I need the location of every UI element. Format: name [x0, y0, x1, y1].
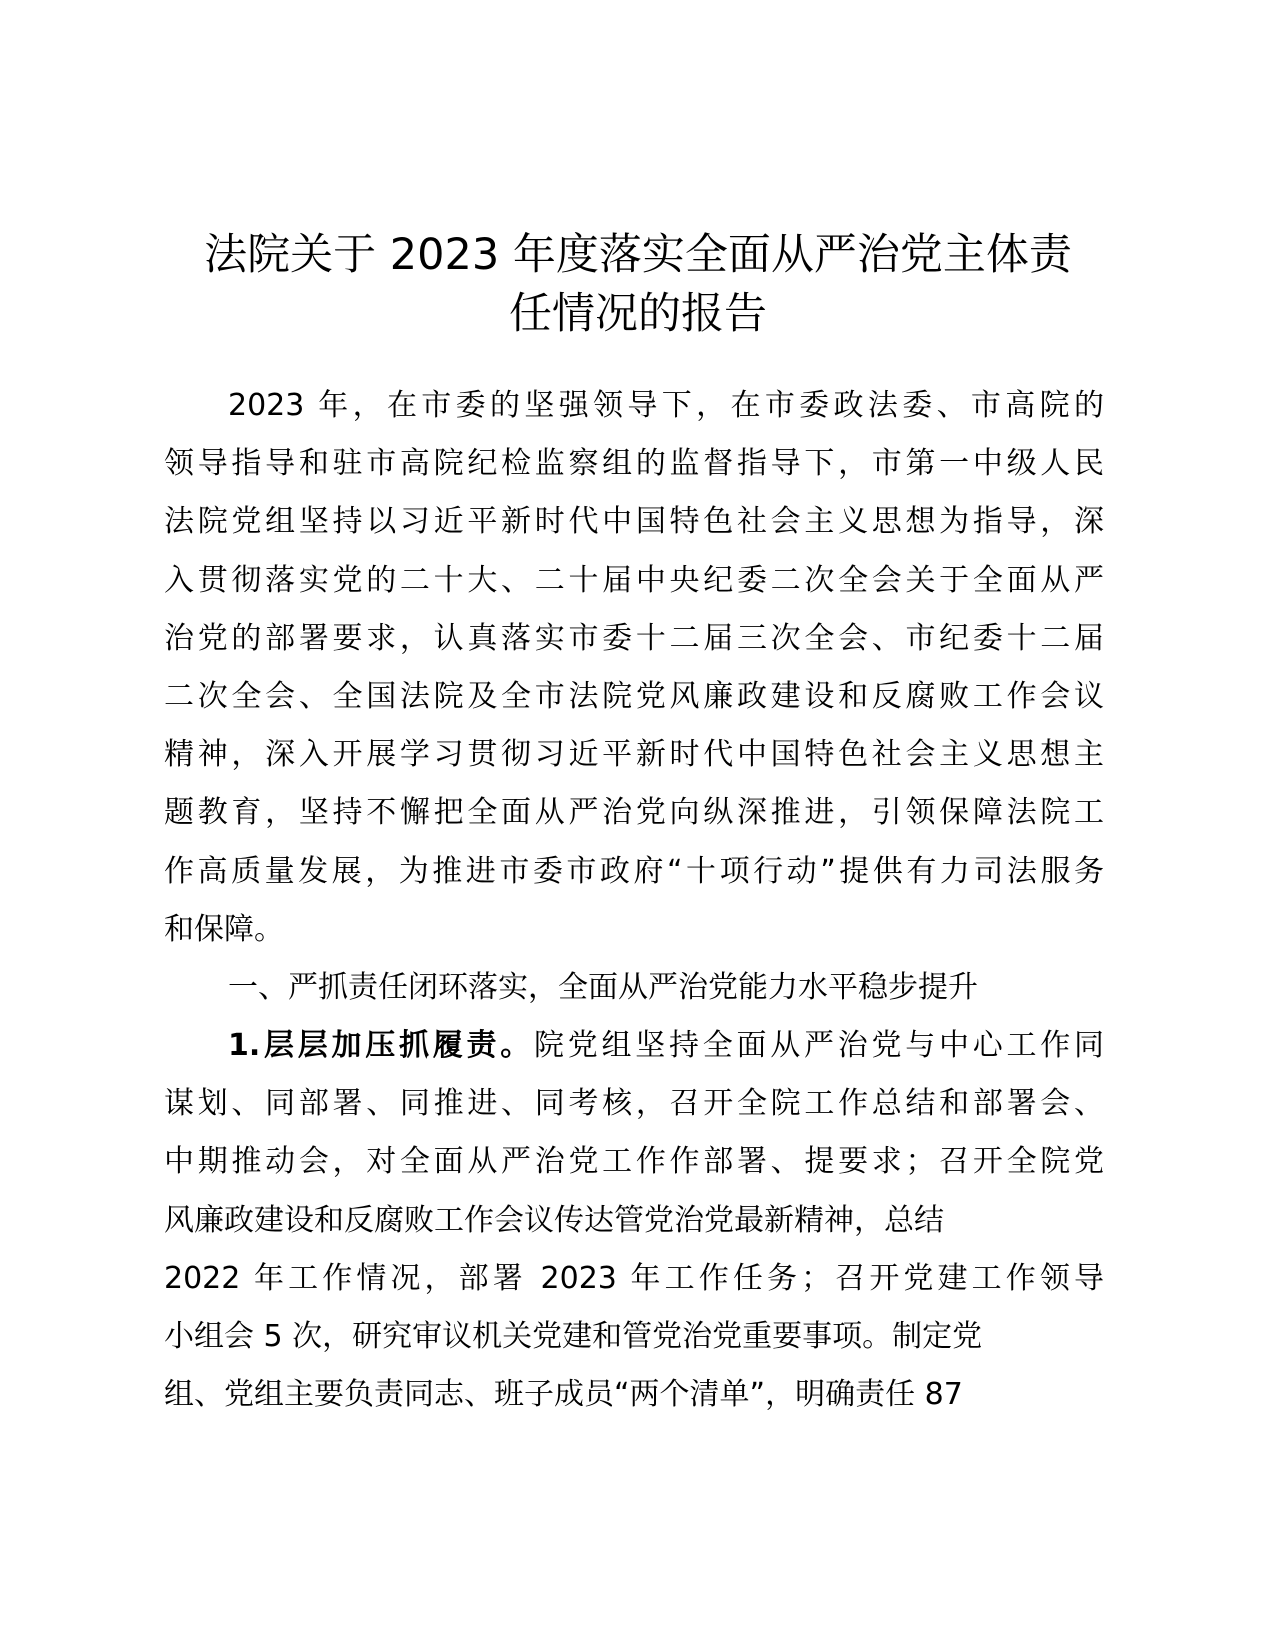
paragraph-line: 作高质量发展，为推进市委市政府“十项行动”提供有力司法服务	[164, 853, 1104, 889]
document-body	[164, 377, 1104, 1424]
paragraph-line: 和保障。	[164, 911, 284, 947]
paragraph-line: 组、党组主要负责同志、班子成员“两个清单”，明确责任 87	[164, 1377, 963, 1413]
paragraph-line: 题教育，坚持不懈把全面从严治党向纵深推进，引领保障法院工	[164, 795, 1104, 831]
paragraph-line: 领导指导和驻市高院纪检监察组的监督指导下，市第一中级人民	[164, 446, 1104, 482]
section-heading: 一、严抓责任闭环落实，全面从严治党能力水平稳步提升	[228, 969, 978, 1005]
paragraph-line: 2022 年工作情况，部署 2023 年工作任务；召开党建工作领导	[164, 1260, 1104, 1296]
paragraph-line: 谋划、同部署、同推进、同考核，召开全院工作总结和部署会、	[164, 1086, 1104, 1122]
paragraph-line: 入贯彻落实党的二十大、二十届中央纪委二次全会关于全面从严	[164, 562, 1104, 598]
item-first-line	[164, 1017, 1104, 1075]
title-line: 法院关于 2023 年度落实全面从严治党主体责	[204, 230, 1072, 280]
paragraph-line: 二次全会、全国法院及全市法院党风廉政建设和反腐败工作会议	[164, 678, 1104, 714]
paragraph-intro	[164, 377, 1104, 959]
paragraph-line: 治党的部署要求，认真落实市委十二届三次全会、市纪委十二届	[164, 620, 1104, 656]
title-line: 任情况的报告	[509, 289, 767, 339]
paragraph-line: 中期推动会，对全面从严治党工作作部署、提要求；召开全院党	[164, 1144, 1104, 1180]
item-heading: 1.层层加压抓履责。	[228, 1028, 535, 1064]
item-first-line-text: 院党组坚持全面从严治党与中心工作同	[534, 1028, 1104, 1064]
paragraph-line: 精神，深入开展学习贯彻习近平新时代中国特色社会主义思想主	[164, 737, 1104, 773]
paragraph-item-1	[164, 1017, 1104, 1424]
document-title	[160, 226, 1116, 344]
paragraph-line: 法院党组坚持以习近平新时代中国特色社会主义思想为指导，深	[164, 504, 1104, 540]
paragraph-line: 2023 年，在市委的坚强领导下，在市委政法委、市高院的	[228, 388, 1104, 423]
paragraph-line: 小组会 5 次，研究审议机关党建和管党治党重要事项。制定党	[164, 1319, 983, 1354]
paragraph-line: 风廉政建设和反腐败工作会议传达管党治党最新精神，总结	[164, 1202, 944, 1238]
